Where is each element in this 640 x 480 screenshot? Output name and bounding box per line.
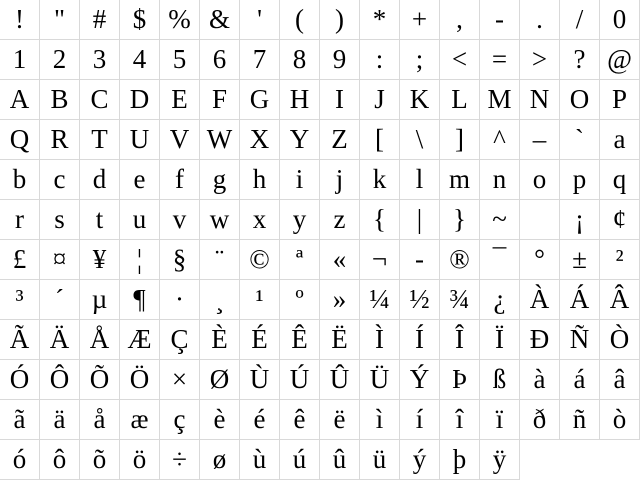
glyph-cell[interactable]: ¦ — [120, 240, 160, 280]
glyph-cell[interactable]: ì — [360, 400, 400, 440]
glyph-cell[interactable]: g — [200, 160, 240, 200]
glyph-cell[interactable]: ¥ — [80, 240, 120, 280]
glyph-cell[interactable]: > — [520, 40, 560, 80]
glyph-cell[interactable]: n — [480, 160, 520, 200]
glyph-row — [0, 440, 640, 480]
glyph-row — [0, 400, 640, 440]
glyph-row — [0, 0, 640, 40]
glyph-cell[interactable]: « — [320, 240, 360, 280]
glyph-cell[interactable]: ò — [600, 400, 640, 440]
glyph-row — [0, 120, 640, 160]
glyph-cell[interactable]: Ó — [0, 360, 40, 400]
glyph-cell[interactable]: z — [320, 200, 360, 240]
glyph-row — [0, 80, 640, 120]
glyph-cell[interactable]: Å — [80, 320, 120, 360]
glyph-cell[interactable]: Ø — [200, 360, 240, 400]
glyph-cell[interactable]: r — [0, 200, 40, 240]
glyph-cell[interactable]: ] — [440, 120, 480, 160]
glyph-cell[interactable]: O — [560, 80, 600, 120]
glyph-cell[interactable]: è — [200, 400, 240, 440]
glyph-cell[interactable]: ç — [160, 400, 200, 440]
glyph-cell[interactable]: ø — [200, 440, 240, 480]
glyph-cell[interactable]: ½ — [400, 280, 440, 320]
glyph-cell[interactable]: V — [160, 120, 200, 160]
glyph-cell[interactable]: ° — [520, 240, 560, 280]
glyph-cell[interactable]: c — [40, 160, 80, 200]
glyph-cell[interactable]: 3 — [80, 40, 120, 80]
glyph-cell[interactable]: = — [480, 40, 520, 80]
glyph-cell[interactable]: Ç — [160, 320, 200, 360]
glyph-cell[interactable]: î — [440, 400, 480, 440]
glyph-cell[interactable]: Ý — [400, 360, 440, 400]
glyph-cell[interactable]: q — [600, 160, 640, 200]
glyph-cell[interactable]: H — [280, 80, 320, 120]
glyph-cell[interactable]: Ù — [240, 360, 280, 400]
glyph-cell[interactable]: a — [600, 120, 640, 160]
glyph-cell[interactable]: j — [320, 160, 360, 200]
glyph-cell[interactable]: À — [520, 280, 560, 320]
glyph-cell[interactable]: » — [320, 280, 360, 320]
glyph-cell[interactable]: ¤ — [40, 240, 80, 280]
glyph-cell[interactable]: Õ — [80, 360, 120, 400]
glyph-cell[interactable]: § — [160, 240, 200, 280]
glyph-cell[interactable]: ð — [520, 400, 560, 440]
glyph-cell[interactable]: – — [520, 120, 560, 160]
glyph-cell[interactable]: ´ — [40, 280, 80, 320]
glyph-cell[interactable]: s — [40, 200, 80, 240]
empty-glyph-cell[interactable] — [520, 200, 560, 240]
glyph-cell[interactable]: Ê — [280, 320, 320, 360]
glyph-cell[interactable]: C — [80, 80, 120, 120]
glyph-cell[interactable]: X — [240, 120, 280, 160]
glyph-cell[interactable]: Z — [320, 120, 360, 160]
glyph-cell[interactable]: * — [360, 0, 400, 40]
glyph-cell[interactable]: ¬ — [360, 240, 400, 280]
glyph-row — [0, 240, 640, 280]
glyph-cell[interactable]: ä — [40, 400, 80, 440]
glyph-cell[interactable]: : — [360, 40, 400, 80]
glyph-cell[interactable]: ¨ — [200, 240, 240, 280]
glyph-cell[interactable]: 7 — [240, 40, 280, 80]
glyph-cell[interactable]: m — [440, 160, 480, 200]
glyph-cell[interactable]: ö — [120, 440, 160, 480]
glyph-cell[interactable]: , — [440, 0, 480, 40]
glyph-cell[interactable]: ' — [240, 0, 280, 40]
glyph-cell[interactable]: Ð — [520, 320, 560, 360]
glyph-cell[interactable]: b — [0, 160, 40, 200]
glyph-cell[interactable]: â — [600, 360, 640, 400]
glyph-cell[interactable]: Y — [280, 120, 320, 160]
glyph-cell[interactable]: \ — [400, 120, 440, 160]
glyph-row — [0, 360, 640, 400]
glyph-cell[interactable]: Q — [0, 120, 40, 160]
glyph-row — [0, 40, 640, 80]
glyph-cell[interactable]: Ô — [40, 360, 80, 400]
glyph-cell[interactable]: Ã — [0, 320, 40, 360]
glyph-cell[interactable]: í — [400, 400, 440, 440]
glyph-cell[interactable]: - — [480, 0, 520, 40]
glyph-cell[interactable]: à — [520, 360, 560, 400]
glyph-cell[interactable]: A — [0, 80, 40, 120]
glyph-cell[interactable]: W — [200, 120, 240, 160]
glyph-cell[interactable]: µ — [80, 280, 120, 320]
glyph-row — [0, 160, 640, 200]
glyph-cell[interactable]: % — [160, 0, 200, 40]
glyph-row — [0, 280, 640, 320]
glyph-row — [0, 200, 640, 240]
glyph-cell[interactable]: Í — [400, 320, 440, 360]
glyph-cell[interactable]: T — [80, 120, 120, 160]
glyph-cell[interactable]: Ñ — [560, 320, 600, 360]
glyph-cell[interactable]: Ï — [480, 320, 520, 360]
glyph-cell[interactable]: Ö — [120, 360, 160, 400]
glyph-cell[interactable]: - — [400, 240, 440, 280]
glyph-cell[interactable]: w — [200, 200, 240, 240]
glyph-cell[interactable]: o — [520, 160, 560, 200]
glyph-cell[interactable]: ` — [560, 120, 600, 160]
glyph-cell[interactable]: Ú — [280, 360, 320, 400]
glyph-cell[interactable]: u — [120, 200, 160, 240]
glyph-cell[interactable]: × — [160, 360, 200, 400]
glyph-cell[interactable]: ª — [280, 240, 320, 280]
glyph-cell[interactable]: p — [560, 160, 600, 200]
glyph-cell[interactable]: < — [440, 40, 480, 80]
glyph-cell[interactable]: ÷ — [160, 440, 200, 480]
glyph-cell[interactable]: ¼ — [360, 280, 400, 320]
glyph-cell[interactable]: Ë — [320, 320, 360, 360]
glyph-cell[interactable]: ~ — [480, 200, 520, 240]
glyph-cell[interactable]: Ì — [360, 320, 400, 360]
glyph-cell[interactable]: 6 — [200, 40, 240, 80]
glyph-cell[interactable]: õ — [80, 440, 120, 480]
glyph-cell[interactable]: / — [560, 0, 600, 40]
glyph-cell[interactable]: [ — [360, 120, 400, 160]
glyph-cell[interactable]: £ — [0, 240, 40, 280]
glyph-cell[interactable]: 5 — [160, 40, 200, 80]
glyph-cell[interactable]: ü — [360, 440, 400, 480]
glyph-cell[interactable]: ¸ — [200, 280, 240, 320]
glyph-cell[interactable]: E — [160, 80, 200, 120]
glyph-cell[interactable]: ^ — [480, 120, 520, 160]
glyph-cell[interactable]: } — [440, 200, 480, 240]
glyph-cell[interactable]: È — [200, 320, 240, 360]
glyph-cell[interactable]: @ — [600, 40, 640, 80]
glyph-cell[interactable]: þ — [440, 440, 480, 480]
glyph-cell[interactable]: é — [240, 400, 280, 440]
glyph-cell[interactable]: + — [400, 0, 440, 40]
glyph-cell[interactable]: Â — [600, 280, 640, 320]
glyph-cell[interactable]: M — [480, 80, 520, 120]
glyph-cell[interactable]: ÿ — [480, 440, 520, 480]
glyph-cell[interactable]: Ä — [40, 320, 80, 360]
glyph-cell[interactable]: R — [40, 120, 80, 160]
glyph-cell[interactable]: Ò — [600, 320, 640, 360]
glyph-cell[interactable]: { — [360, 200, 400, 240]
glyph-cell[interactable]: º — [280, 280, 320, 320]
glyph-cell[interactable]: d — [80, 160, 120, 200]
glyph-cell[interactable]: ô — [40, 440, 80, 480]
glyph-cell[interactable]: ý — [400, 440, 440, 480]
glyph-cell[interactable]: ß — [480, 360, 520, 400]
glyph-cell[interactable]: å — [80, 400, 120, 440]
glyph-cell[interactable]: e — [120, 160, 160, 200]
glyph-cell[interactable]: P — [600, 80, 640, 120]
glyph-cell[interactable]: " — [40, 0, 80, 40]
glyph-cell[interactable]: l — [400, 160, 440, 200]
glyph-cell[interactable]: ³ — [0, 280, 40, 320]
glyph-cell[interactable]: ² — [600, 240, 640, 280]
glyph-cell[interactable]: ¯ — [480, 240, 520, 280]
glyph-cell[interactable]: 4 — [120, 40, 160, 80]
glyph-cell[interactable]: ; — [400, 40, 440, 80]
glyph-cell[interactable]: | — [400, 200, 440, 240]
glyph-cell[interactable]: I — [320, 80, 360, 120]
glyph-cell[interactable]: ± — [560, 240, 600, 280]
glyph-cell[interactable]: ¹ — [240, 280, 280, 320]
glyph-cell[interactable]: É — [240, 320, 280, 360]
glyph-cell[interactable]: J — [360, 80, 400, 120]
glyph-cell[interactable]: 1 — [0, 40, 40, 80]
glyph-cell[interactable]: y — [280, 200, 320, 240]
glyph-cell[interactable]: . — [520, 0, 560, 40]
glyph-cell[interactable]: ê — [280, 400, 320, 440]
glyph-cell[interactable]: ñ — [560, 400, 600, 440]
glyph-cell[interactable]: ¶ — [120, 280, 160, 320]
glyph-cell[interactable]: ï — [480, 400, 520, 440]
glyph-cell[interactable]: N — [520, 80, 560, 120]
glyph-cell[interactable]: © — [240, 240, 280, 280]
glyph-cell[interactable]: i — [280, 160, 320, 200]
glyph-cell[interactable]: U — [120, 120, 160, 160]
glyph-cell[interactable]: æ — [120, 400, 160, 440]
glyph-cell[interactable]: v — [160, 200, 200, 240]
glyph-cell[interactable]: Æ — [120, 320, 160, 360]
glyph-cell[interactable]: û — [320, 440, 360, 480]
glyph-cell[interactable]: Î — [440, 320, 480, 360]
glyph-cell[interactable]: 2 — [40, 40, 80, 80]
glyph-cell[interactable]: ë — [320, 400, 360, 440]
glyph-cell[interactable]: t — [80, 200, 120, 240]
glyph-cell[interactable]: ã — [0, 400, 40, 440]
glyph-row — [0, 320, 640, 360]
glyph-cell[interactable]: F — [200, 80, 240, 120]
glyph-cell[interactable]: & — [200, 0, 240, 40]
glyph-cell[interactable]: L — [440, 80, 480, 120]
glyph-cell[interactable]: ¿ — [480, 280, 520, 320]
glyph-cell[interactable]: Þ — [440, 360, 480, 400]
glyph-cell[interactable]: B — [40, 80, 80, 120]
glyph-cell[interactable]: ¢ — [600, 200, 640, 240]
glyph-cell[interactable]: ! — [0, 0, 40, 40]
glyph-cell[interactable]: ® — [440, 240, 480, 280]
glyph-cell[interactable]: h — [240, 160, 280, 200]
glyph-cell[interactable]: f — [160, 160, 200, 200]
glyph-cell[interactable]: · — [160, 280, 200, 320]
glyph-cell[interactable]: $ — [120, 0, 160, 40]
glyph-cell[interactable]: Ü — [360, 360, 400, 400]
glyph-cell[interactable]: ú — [280, 440, 320, 480]
glyph-cell[interactable]: x — [240, 200, 280, 240]
glyph-cell[interactable]: # — [80, 0, 120, 40]
glyph-cell[interactable]: ¾ — [440, 280, 480, 320]
glyph-cell[interactable]: G — [240, 80, 280, 120]
glyph-cell[interactable]: á — [560, 360, 600, 400]
glyph-cell[interactable]: 8 — [280, 40, 320, 80]
glyph-cell[interactable]: D — [120, 80, 160, 120]
glyph-cell[interactable]: ) — [320, 0, 360, 40]
glyph-cell[interactable]: ó — [0, 440, 40, 480]
glyph-cell[interactable]: Û — [320, 360, 360, 400]
glyph-cell[interactable]: K — [400, 80, 440, 120]
glyph-cell[interactable]: k — [360, 160, 400, 200]
glyph-cell[interactable]: ù — [240, 440, 280, 480]
glyph-cell[interactable]: ( — [280, 0, 320, 40]
glyph-cell[interactable]: 9 — [320, 40, 360, 80]
glyph-cell[interactable]: 0 — [600, 0, 640, 40]
glyph-cell[interactable]: ¡ — [560, 200, 600, 240]
glyph-cell[interactable]: Á — [560, 280, 600, 320]
glyph-cell[interactable]: ? — [560, 40, 600, 80]
